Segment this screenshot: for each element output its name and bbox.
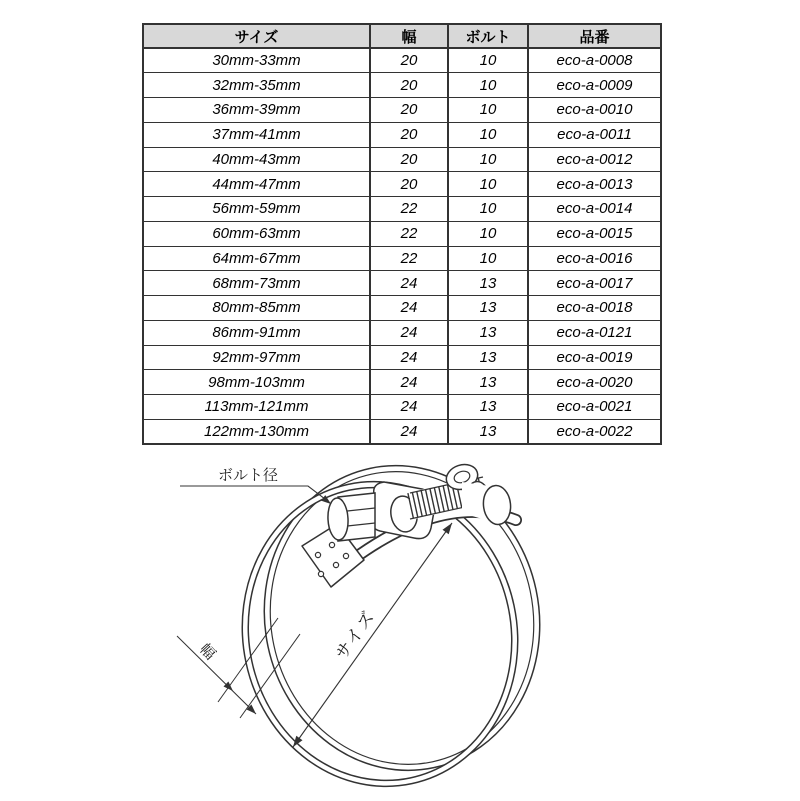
- table-cell: 13: [448, 320, 528, 345]
- table-cell: 20: [370, 48, 448, 73]
- table-cell: 20: [370, 73, 448, 98]
- table-cell: 30mm-33mm: [143, 48, 370, 73]
- table-cell: eco-a-0019: [528, 345, 661, 370]
- hex-bolt-head: [327, 493, 375, 541]
- table-cell: 10: [448, 147, 528, 172]
- table-cell: 24: [370, 395, 448, 420]
- table-cell: eco-a-0010: [528, 98, 661, 123]
- table-cell: 10: [448, 221, 528, 246]
- table-cell: 24: [370, 296, 448, 321]
- table-cell: 32mm-35mm: [143, 73, 370, 98]
- header-bolt: ボルト: [448, 24, 528, 48]
- table-cell: 98mm-103mm: [143, 370, 370, 395]
- table-cell: 10: [448, 48, 528, 73]
- table-cell: 10: [448, 197, 528, 222]
- table-cell: eco-a-0017: [528, 271, 661, 296]
- size-label: サイズ: [331, 606, 380, 664]
- table-cell: eco-a-0022: [528, 419, 661, 444]
- table-cell: 24: [370, 419, 448, 444]
- header-size: サイズ: [143, 24, 370, 48]
- table-cell: 13: [448, 395, 528, 420]
- table-cell: 10: [448, 172, 528, 197]
- table-cell: 44mm-47mm: [143, 172, 370, 197]
- table-cell: eco-a-0121: [528, 320, 661, 345]
- table-cell: eco-a-0013: [528, 172, 661, 197]
- table-cell: 122mm-130mm: [143, 419, 370, 444]
- table-cell: 24: [370, 370, 448, 395]
- bolt-diameter-label: ボルト径: [218, 467, 279, 484]
- table-cell: 24: [370, 271, 448, 296]
- table-cell: eco-a-0008: [528, 48, 661, 73]
- width-dimension: [177, 618, 300, 718]
- table-cell: 10: [448, 73, 528, 98]
- table-cell: 10: [448, 98, 528, 123]
- table-cell: eco-a-0014: [528, 197, 661, 222]
- table-cell: 20: [370, 172, 448, 197]
- width-label: 幅: [195, 640, 219, 664]
- table-cell: 13: [448, 345, 528, 370]
- table-cell: 113mm-121mm: [143, 395, 370, 420]
- table-cell: eco-a-0020: [528, 370, 661, 395]
- table-cell: 20: [370, 98, 448, 123]
- table-cell: 86mm-91mm: [143, 320, 370, 345]
- table-cell: 80mm-85mm: [143, 296, 370, 321]
- table-cell: 92mm-97mm: [143, 345, 370, 370]
- table-cell: 68mm-73mm: [143, 271, 370, 296]
- header-part-number: 品番: [528, 24, 661, 48]
- header-width: 幅: [370, 24, 448, 48]
- table-cell: 24: [370, 345, 448, 370]
- table-cell: 64mm-67mm: [143, 246, 370, 271]
- table-cell: 22: [370, 221, 448, 246]
- table-cell: 36mm-39mm: [143, 98, 370, 123]
- table-cell: 20: [370, 147, 448, 172]
- table-cell: eco-a-0015: [528, 221, 661, 246]
- table-cell: 20: [370, 122, 448, 147]
- table-cell: 60mm-63mm: [143, 221, 370, 246]
- table-cell: 13: [448, 419, 528, 444]
- table-cell: 40mm-43mm: [143, 147, 370, 172]
- table-cell: eco-a-0011: [528, 122, 661, 147]
- table-cell: 13: [448, 370, 528, 395]
- table-cell: 37mm-41mm: [143, 122, 370, 147]
- table-cell: eco-a-0018: [528, 296, 661, 321]
- table-cell: 13: [448, 271, 528, 296]
- table-cell: 13: [448, 296, 528, 321]
- table-cell: 56mm-59mm: [143, 197, 370, 222]
- table-cell: eco-a-0009: [528, 73, 661, 98]
- table-cell: eco-a-0016: [528, 246, 661, 271]
- table-cell: 22: [370, 197, 448, 222]
- table-cell: eco-a-0021: [528, 395, 661, 420]
- size-arrowhead-top: [443, 523, 453, 534]
- table-cell: 10: [448, 246, 528, 271]
- table-cell: 10: [448, 122, 528, 147]
- table-cell: 22: [370, 246, 448, 271]
- table-cell: eco-a-0012: [528, 147, 661, 172]
- table-cell: 24: [370, 320, 448, 345]
